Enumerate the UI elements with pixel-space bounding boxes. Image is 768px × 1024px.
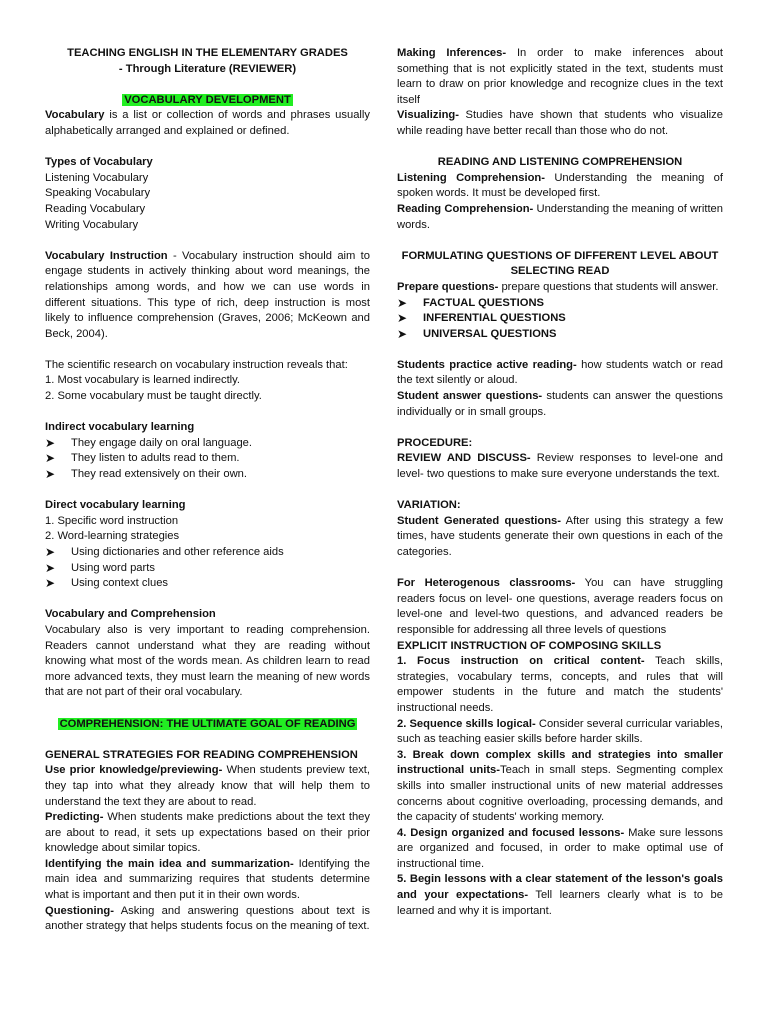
list-item: ➤ They listen to adults read to them. (45, 451, 240, 466)
comprehension-heading: COMPREHENSION: THE ULTIMATE GOAL OF READING (59, 717, 356, 730)
list-item: ➤ They read extensively on their own. (45, 467, 247, 482)
list-item: ➤ Using context clues (45, 576, 169, 591)
list-item: ➤ Using word parts (45, 560, 155, 575)
arrow-bullet-icon: ➤ (45, 576, 56, 591)
strategy-item: Predicting- When students make predictions about the text they are about to read, it sets up expectations based on their prior knowledge about similar topics. (45, 811, 370, 855)
strategy-item: Use prior knowledge/previewing- When students preview text, they tap into what they already know that will help them to understand the text they are about to read. (45, 764, 370, 808)
arrow-bullet-icon: ➤ (397, 326, 408, 341)
definition-item: Students practice active reading- how students watch or read the text silently or aloud. (397, 358, 723, 387)
vc-heading: Vocabulary and Comprehension (45, 608, 216, 621)
list-item: 1. Specific word instruction (45, 514, 179, 527)
definition-item: Reading Comprehension- Understanding the meaning of written words. (397, 202, 723, 231)
skill-item: 3. Break down complex skills and strategies into smaller instructional units-Teach in small steps. Segmenting complex skills into smaller instructional units of new material addresses concerns about cognitive overloading, processing demands, and the capacity of students' working memory. (397, 748, 724, 824)
list-item: Reading Vocabulary (45, 202, 146, 215)
arrow-bullet-icon: ➤ (45, 467, 56, 482)
definition-item: Student Generated questions- After using this strategy a few times, have students generate their own questions in each of the categories. (397, 514, 723, 558)
vc-paragraph: Vocabulary also is very important to reading comprehension. Readers cannot understand what they are reading without knowing what most of the words mean. As children learn to read more advanced texts, they must learn the meaning of new words that are not part of their oral vocabulary. (45, 623, 370, 699)
list-item: ➤ Using dictionaries and other reference aids (45, 545, 284, 559)
arrow-bullet-icon: ➤ (45, 545, 56, 559)
arrow-bullet-icon: ➤ (397, 311, 408, 326)
list-item: ➤ They engage daily on oral language. (45, 435, 252, 450)
doc-subtitle: - Through Literature (REVIEWER) (118, 62, 297, 75)
strategies-heading: GENERAL STRATEGIES FOR READING COMPREHENSION (45, 748, 358, 761)
procedure-heading: PROCEDURE: (397, 436, 473, 449)
indirect-heading: Indirect vocabulary learning (45, 421, 195, 434)
ei-heading: EXPLICIT INSTRUCTION OF COMPOSING SKILLS (397, 639, 662, 652)
list-item: 1. Most vocabulary is learned indirectly. (45, 374, 241, 387)
left-column (45, 46, 370, 935)
arrow-bullet-icon: ➤ (397, 295, 408, 310)
list-item: ➤ FACTUAL QUESTIONS (397, 295, 544, 310)
list-item: 2. Word-learning strategies (45, 530, 180, 543)
skill-item: 4. Design organized and focused lessons- Make sure lessons are organized and focused, in order to make optimal use of instructional time. (397, 826, 723, 870)
arrow-bullet-icon: ➤ (45, 560, 56, 575)
arrow-bullet-icon: ➤ (45, 435, 56, 450)
definition-item: Prepare questions- prepare questions that students will answer. (397, 280, 719, 293)
doc-title: TEACHING ENGLISH IN THE ELEMENTARY GRADES (67, 47, 348, 59)
list-item: Writing Vocabulary (45, 218, 139, 231)
vocab-definition: Vocabulary is a list or collection of words and phrases usually alphabetically arranged and explained or defined. (45, 109, 370, 137)
skill-item: 2. Sequence skills logical- Consider several curricular variables, such as teaching easier skills before harder skills. (397, 717, 723, 746)
direct-heading: Direct vocabulary learning (45, 499, 186, 512)
fq-heading: FORMULATING QUESTIONS OF DIFFERENT LEVEL ABOUT SELECTING READ (401, 249, 719, 278)
definition-item: REVIEW AND DISCUSS- Review responses to level-one and level- two questions to make sure everyone understands the text. (397, 452, 723, 481)
vocab-instruction: Vocabulary Instruction - Vocabulary instruction should aim to engage students in actively thinking about word meanings, the relationships among words, and how we can use words in different situations. This type of rich, deep instruction is most likely to influence comprehension (Graves, 2006; McKeown and Beck, 2004). (45, 249, 371, 340)
definition-item: Student answer questions- students can answer the questions individually or in small groups. (397, 390, 723, 418)
vocab-heading: VOCABULARY DEVELOPMENT (124, 93, 291, 106)
list-item: 2. Some vocabulary must be taught directly. (45, 390, 262, 403)
list-item: Listening Vocabulary (45, 171, 149, 184)
strategy-item: Identifying the main idea and summarization- Identifying the main idea and summarizing requires that students determine what is important and then put it in their own words. (45, 857, 370, 902)
research-intro: The scientific research on vocabulary instruction reveals that: (45, 358, 348, 371)
strategy-item: Questioning- Asking and answering questions about text is another strategy that helps students focus on the meaning of text. (45, 904, 370, 933)
strategy-item: Making Inferences- In order to make inferences about something that is not explicitly stated in the text, students must learn to draw on prior knowledge and recognize clues in the text itself (397, 47, 723, 106)
strategy-item: Visualizing- Studies have shown that students who visualize while reading have better recall than those who do not. (397, 109, 723, 137)
list-item: Speaking Vocabulary (45, 187, 151, 200)
definition-item: For Heterogenous classrooms- You can have struggling readers focus on level- one questions, average readers focus on level-one and level-two questions, and advanced readers be responsible for addressing all three levels of questions (397, 577, 723, 636)
arrow-bullet-icon: ➤ (45, 451, 56, 466)
rlc-heading: READING AND LISTENING COMPREHENSION (437, 156, 683, 169)
right-column (397, 46, 723, 919)
variation-heading: VARIATION: (397, 499, 461, 512)
list-item: ➤ INFERENTIAL QUESTIONS (397, 311, 566, 326)
skill-item: 1. Focus instruction on critical content- Teach skills, strategies, vocabulary terms, concepts, and rules that will empower students in the future and match the students' instructional needs. (397, 655, 723, 714)
definition-item: Listening Comprehension- Understanding the meaning of spoken words. It must be developed first. (397, 171, 723, 200)
skill-item: 5. Begin lessons with a clear statement of the lesson's goals and your expectations- Tell learners clearly what is to be learned and why it is important. (397, 873, 723, 917)
types-heading: Types of Vocabulary (45, 156, 153, 169)
list-item: ➤ UNIVERSAL QUESTIONS (397, 326, 557, 341)
